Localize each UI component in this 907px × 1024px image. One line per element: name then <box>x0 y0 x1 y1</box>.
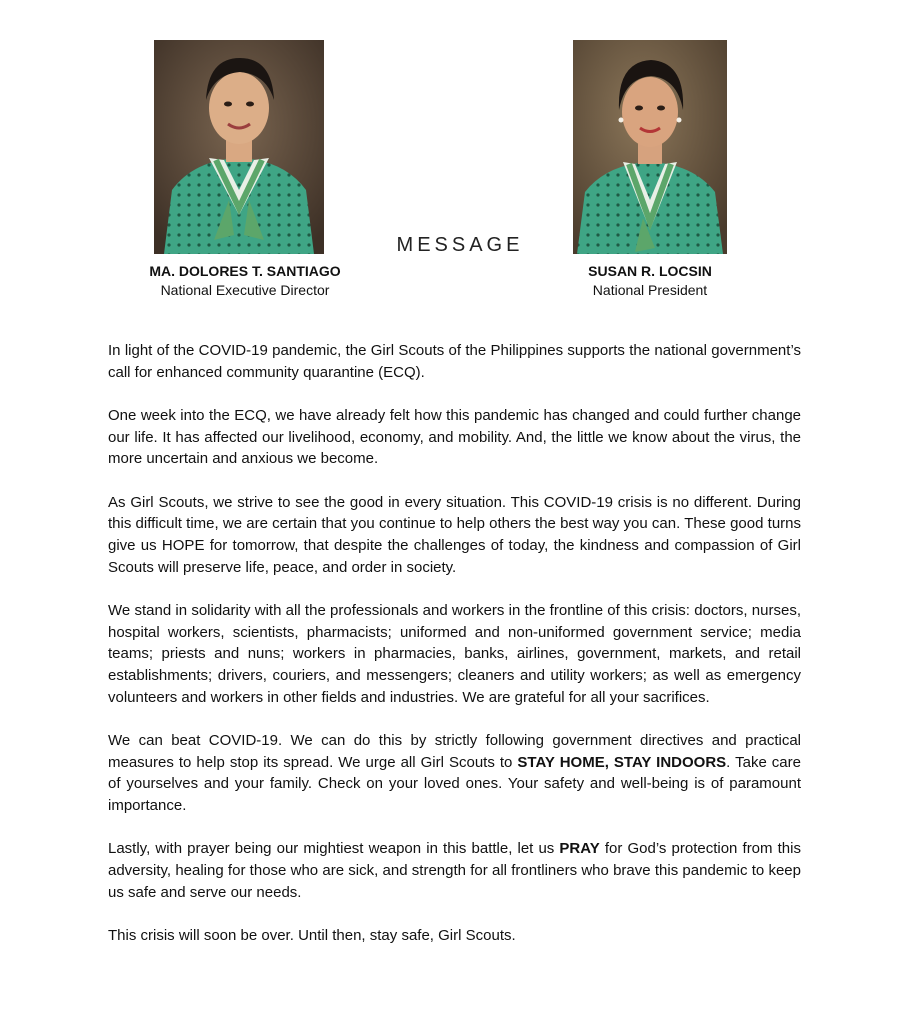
paragraph-5 <box>108 730 801 817</box>
paragraph-6-text-a: Lastly, with prayer being our mightiest weapon in this battle, let us <box>108 840 560 858</box>
portrait-photo-left <box>154 40 324 254</box>
paragraph-4: We stand in solidarity with all the professionals and workers in the frontline of this crisis: doctors, nurses, hospital workers, scientists, pharmacists; uniformed and non-uniformed government service; media teams; priests and nuns; workers in pharmacies, banks, airlines, government, markets, and retail establishments; drivers, couriers, and messengers; cleaners and utility workers; as well as emergency volunteers and workers in other fields and industries. We are grateful for all your sacrifices. <box>108 601 801 706</box>
paragraph-5-emphasis: STAY HOME, STAY INDOORS <box>517 753 727 771</box>
paragraph-5-text-a: We can beat COVID-19. We can do this by strictly following government directives and practical measures to help stop its spread. We urge all Girl Scouts to <box>108 731 801 771</box>
paragraph-3: As Girl Scouts, we strive to see the good in every situation. This COVID-19 crisis is no different. During this difficult time, we are certain that you continue to help others the best way you can. These good turns give us HOPE for tomorrow, that despite the challenges of today, the kindness and compassion of Girl Scouts will preserve life, peace, and order in society. <box>108 493 801 576</box>
signatory-title-left: National Executive Director <box>160 282 330 298</box>
paragraph-6-text-c: for God’s protection from this adversity, healing for those who are sick, and strength for all frontliners who brave this pandemic to keep us safe and serve our needs. <box>108 840 801 901</box>
paragraph-5-text-c: . Take care of yourselves and your family. Check on your loved ones. Your safety and well-being is of paramount importance. <box>108 753 801 814</box>
signatory-name-left: MA. DOLORES T. SANTIAGO <box>149 263 341 279</box>
portrait-right-image <box>573 40 727 254</box>
paragraph-1: In light of the COVID-19 pandemic, the Girl Scouts of the Philippines supports the national government’s call for enhanced community quarantine (ECQ). <box>108 342 801 381</box>
portrait-left-image <box>154 40 324 254</box>
signatory-title-right: National President <box>592 282 708 298</box>
portrait-photo-right <box>573 40 727 254</box>
paragraph-7: This crisis will soon be over. Until then, stay safe, Girl Scouts. <box>108 926 516 944</box>
signatory-name-right: SUSAN R. LOCSIN <box>588 263 712 279</box>
paragraph-6-emphasis: PRAY <box>559 840 600 858</box>
message-body <box>108 340 801 968</box>
paragraph-2: One week into the ECQ, we have already felt how this pandemic has changed and could further change our life. It has affected our livelihood, economy, and mobility. And, the little we know about the virus, the more uncertain and anxious we become. <box>108 406 801 468</box>
paragraph-6 <box>108 838 801 903</box>
page-title: MESSAGE <box>396 234 524 256</box>
